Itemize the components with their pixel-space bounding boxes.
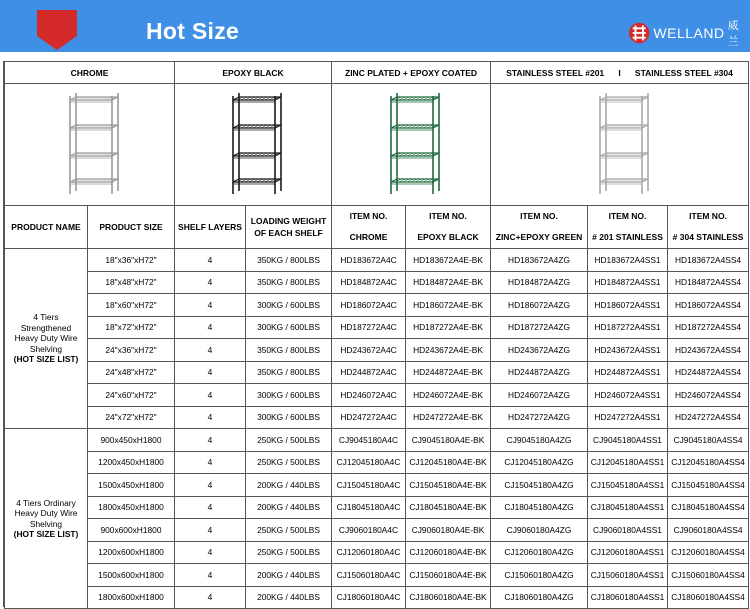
- cell-ss304: CJ9045180A4SS4: [668, 429, 749, 452]
- brand-logo: [628, 19, 750, 48]
- cell-layers: 4: [175, 249, 246, 272]
- page-title: Hot Size: [146, 18, 240, 44]
- cell-weight: 350KG / 800LBS: [246, 249, 332, 272]
- cell-size: 24"x36"xH72": [88, 339, 175, 362]
- cell-size: 18"x36"xH72": [88, 249, 175, 272]
- cell-size: 24"x72"xH72": [88, 406, 175, 429]
- cell-size: 24"x48"xH72": [88, 361, 175, 384]
- material-ss304: STAINLESS STEEL #304: [634, 67, 733, 78]
- cell-chrome: CJ12045180A4C: [332, 451, 406, 474]
- cell-size: 1200x600xH1800: [88, 541, 175, 564]
- cell-ss201: HD184872A4SS1: [588, 271, 668, 294]
- chrome-wire-shelf-icon: [40, 90, 140, 200]
- product-name: 4 Tiers Strengthened Heavy Duty Wire Shelving: [14, 312, 78, 354]
- cell-chrome: CJ15060180A4C: [332, 564, 406, 587]
- cell-chrome: HD184872A4C: [332, 271, 406, 294]
- cell-black: CJ15045180A4E-BK: [406, 474, 491, 497]
- cell-ss304: HD247272A4SS4: [668, 406, 749, 429]
- col-item-chrome: ITEM NO. CHROME: [332, 206, 406, 249]
- cell-ss201: CJ15045180A4SS1: [588, 474, 668, 497]
- cell-size: 1800x450xH1800: [88, 496, 175, 519]
- table-row: [5, 429, 749, 452]
- col-item-ss201: ITEM NO. # 201 STAINLESS: [588, 206, 668, 249]
- cell-ss304: HD183672A4SS4: [668, 249, 749, 272]
- col-product-size: PRODUCT SIZE: [88, 206, 175, 249]
- cell-ss304: CJ15060180A4SS4: [668, 564, 749, 587]
- cell-ss304: CJ12060180A4SS4: [668, 541, 749, 564]
- cell-ss304: HD184872A4SS4: [668, 271, 749, 294]
- cell-black: HD184872A4E-BK: [406, 271, 491, 294]
- table-row: [5, 271, 749, 294]
- material-header-row: [5, 62, 749, 84]
- cell-size: 18"x60"xH72": [88, 294, 175, 317]
- cell-ss304: HD243672A4SS4: [668, 339, 749, 362]
- cell-green: HD243672A4ZG: [491, 339, 588, 362]
- cell-layers: 4: [175, 316, 246, 339]
- cell-weight: 300KG / 600LBS: [246, 294, 332, 317]
- cell-green: HD246072A4ZG: [491, 384, 588, 407]
- cell-layers: 4: [175, 384, 246, 407]
- cell-weight: 200KG / 440LBS: [246, 586, 332, 609]
- product-name: 4 Tiers Ordinary Heavy Duty Wire Shelving: [14, 497, 78, 529]
- cell-black: CJ9060180A4E-BK: [406, 519, 491, 542]
- cell-black: HD183672A4E-BK: [406, 249, 491, 272]
- cell-ss304: HD186072A4SS4: [668, 294, 749, 317]
- cell-black: CJ12045180A4E-BK: [406, 451, 491, 474]
- cell-green: HD247272A4ZG: [491, 406, 588, 429]
- cell-ss201: CJ12060180A4SS1: [588, 541, 668, 564]
- table-row: [5, 451, 749, 474]
- table-row: [5, 519, 749, 542]
- cell-ss304: CJ9060180A4SS4: [668, 519, 749, 542]
- cell-ss201: CJ9060180A4SS1: [588, 519, 668, 542]
- title-banner: [0, 0, 750, 52]
- cell-layers: 4: [175, 564, 246, 587]
- material-separator: I: [618, 67, 621, 78]
- product-images-row: [5, 84, 749, 206]
- cell-chrome: HD183672A4C: [332, 249, 406, 272]
- cell-weight: 350KG / 800LBS: [246, 339, 332, 362]
- cell-layers: 4: [175, 339, 246, 362]
- hot-size-tag: (HOT SIZE LIST): [13, 354, 79, 365]
- cell-green: CJ18045180A4ZG: [491, 496, 588, 519]
- green-shelf-image: [332, 84, 491, 206]
- cell-green: HD183672A4ZG: [491, 249, 588, 272]
- cell-chrome: HD186072A4C: [332, 294, 406, 317]
- material-epoxy-black: EPOXY BLACK: [175, 62, 332, 84]
- cell-chrome: HD187272A4C: [332, 316, 406, 339]
- cell-chrome: CJ9045180A4C: [332, 429, 406, 452]
- cell-size: 1200x450xH1800: [88, 451, 175, 474]
- cell-green: HD187272A4ZG: [491, 316, 588, 339]
- cell-chrome: HD244872A4C: [332, 361, 406, 384]
- cell-size: 1500x450xH1800: [88, 474, 175, 497]
- table-row: [5, 541, 749, 564]
- cell-ss201: HD183672A4SS1: [588, 249, 668, 272]
- cell-size: 18"x72"xH72": [88, 316, 175, 339]
- cell-black: HD243672A4E-BK: [406, 339, 491, 362]
- material-ss201: STAINLESS STEEL #201: [506, 67, 605, 78]
- cell-layers: 4: [175, 519, 246, 542]
- cell-layers: 4: [175, 586, 246, 609]
- table-row: [5, 496, 749, 519]
- cell-weight: 300KG / 600LBS: [246, 384, 332, 407]
- cell-layers: 4: [175, 451, 246, 474]
- chrome-shelf-image: [5, 84, 175, 206]
- cell-chrome: CJ18060180A4C: [332, 586, 406, 609]
- brand-name-cn: 威兰: [727, 19, 740, 48]
- cell-black: HD187272A4E-BK: [406, 316, 491, 339]
- stainless-shelf-image: [491, 84, 749, 206]
- black-wire-shelf-icon: [203, 90, 303, 200]
- cell-green: CJ9060180A4ZG: [491, 519, 588, 542]
- cell-size: 24"x60"xH72": [88, 384, 175, 407]
- cell-weight: 300KG / 600LBS: [246, 316, 332, 339]
- cell-green: CJ12060180A4ZG: [491, 541, 588, 564]
- cell-black: CJ18060180A4E-BK: [406, 586, 491, 609]
- cell-ss201: HD246072A4SS1: [588, 384, 668, 407]
- green-wire-shelf-icon: [361, 90, 461, 200]
- material-stainless: [491, 62, 749, 84]
- cell-weight: 200KG / 440LBS: [246, 474, 332, 497]
- cell-ss201: HD187272A4SS1: [588, 316, 668, 339]
- cell-black: CJ9045180A4E-BK: [406, 429, 491, 452]
- cell-weight: 200KG / 440LBS: [246, 496, 332, 519]
- cell-ss304: HD246072A4SS4: [668, 384, 749, 407]
- cell-ss304: CJ18060180A4SS4: [668, 586, 749, 609]
- col-item-black: ITEM NO. EPOXY BLACK: [406, 206, 491, 249]
- cell-green: HD244872A4ZG: [491, 361, 588, 384]
- cell-chrome: CJ18045180A4C: [332, 496, 406, 519]
- cell-ss201: CJ15060180A4SS1: [588, 564, 668, 587]
- product-rows: [5, 249, 749, 609]
- col-item-ss304: ITEM NO. # 304 STAINLESS: [668, 206, 749, 249]
- column-header-row: [5, 206, 749, 249]
- table-row: [5, 564, 749, 587]
- cell-green: CJ15060180A4ZG: [491, 564, 588, 587]
- table-row: [5, 474, 749, 497]
- cell-size: 900x600xH1800: [88, 519, 175, 542]
- cell-chrome: HD243672A4C: [332, 339, 406, 362]
- cell-weight: 350KG / 800LBS: [246, 271, 332, 294]
- cell-ss304: CJ18045180A4SS4: [668, 496, 749, 519]
- cell-ss201: CJ18045180A4SS1: [588, 496, 668, 519]
- cell-green: CJ9045180A4ZG: [491, 429, 588, 452]
- table-row: [5, 406, 749, 429]
- cell-weight: 250KG / 500LBS: [246, 451, 332, 474]
- welland-logo-icon: [628, 21, 650, 45]
- cell-ss201: HD243672A4SS1: [588, 339, 668, 362]
- cell-ss304: HD244872A4SS4: [668, 361, 749, 384]
- cell-ss201: CJ18060180A4SS1: [588, 586, 668, 609]
- table-row: [5, 316, 749, 339]
- cell-chrome: CJ15045180A4C: [332, 474, 406, 497]
- table-row: [5, 249, 749, 272]
- cell-weight: 250KG / 500LBS: [246, 519, 332, 542]
- table-row: [5, 339, 749, 362]
- cell-black: CJ12060180A4E-BK: [406, 541, 491, 564]
- cell-black: HD244872A4E-BK: [406, 361, 491, 384]
- cell-layers: 4: [175, 294, 246, 317]
- red-ribbon-icon: [37, 10, 77, 50]
- cell-layers: 4: [175, 541, 246, 564]
- cell-green: CJ18060180A4ZG: [491, 586, 588, 609]
- product-name-cell: [5, 429, 88, 609]
- table-row: [5, 361, 749, 384]
- material-zinc-epoxy: ZINC PLATED + EPOXY COATED: [332, 62, 491, 84]
- cell-black: CJ15060180A4E-BK: [406, 564, 491, 587]
- cell-black: HD247272A4E-BK: [406, 406, 491, 429]
- cell-ss201: CJ12045180A4SS1: [588, 451, 668, 474]
- cell-black: CJ18045180A4E-BK: [406, 496, 491, 519]
- cell-green: HD186072A4ZG: [491, 294, 588, 317]
- stainless-wire-shelf-icon: [570, 90, 670, 200]
- brand-name: WELLAND: [653, 25, 725, 41]
- cell-green: HD184872A4ZG: [491, 271, 588, 294]
- cell-layers: 4: [175, 474, 246, 497]
- col-item-green: ITEM NO. ZINC+EPOXY GREEN: [491, 206, 588, 249]
- cell-layers: 4: [175, 271, 246, 294]
- cell-ss201: HD244872A4SS1: [588, 361, 668, 384]
- table-row: [5, 294, 749, 317]
- cell-size: 1500x600xH1800: [88, 564, 175, 587]
- table-row: [5, 586, 749, 609]
- cell-layers: 4: [175, 429, 246, 452]
- cell-ss201: HD186072A4SS1: [588, 294, 668, 317]
- cell-ss304: CJ12045180A4SS4: [668, 451, 749, 474]
- col-product-name: PRODUCT NAME: [5, 206, 88, 249]
- cell-ss304: CJ15045180A4SS4: [668, 474, 749, 497]
- cell-layers: 4: [175, 361, 246, 384]
- cell-weight: 300KG / 600LBS: [246, 406, 332, 429]
- col-shelf-layers: SHELF LAYERS: [175, 206, 246, 249]
- cell-layers: 4: [175, 406, 246, 429]
- col-loading-weight: LOADING WEIGHT OF EACH SHELF: [246, 206, 332, 249]
- cell-chrome: HD246072A4C: [332, 384, 406, 407]
- cell-ss201: HD247272A4SS1: [588, 406, 668, 429]
- cell-weight: 200KG / 440LBS: [246, 564, 332, 587]
- material-chrome: CHROME: [5, 62, 175, 84]
- cell-chrome: CJ9060180A4C: [332, 519, 406, 542]
- cell-weight: 250KG / 500LBS: [246, 429, 332, 452]
- table-row: [5, 384, 749, 407]
- cell-chrome: HD247272A4C: [332, 406, 406, 429]
- hot-size-tag: (HOT SIZE LIST): [13, 529, 79, 539]
- cell-layers: 4: [175, 496, 246, 519]
- cell-chrome: CJ12060180A4C: [332, 541, 406, 564]
- product-name-cell: [5, 249, 88, 429]
- cell-black: HD186072A4E-BK: [406, 294, 491, 317]
- black-shelf-image: [175, 84, 332, 206]
- hot-size-table: [4, 61, 749, 609]
- cell-green: CJ12045180A4ZG: [491, 451, 588, 474]
- cell-size: 1800x600xH1800: [88, 586, 175, 609]
- cell-black: HD246072A4E-BK: [406, 384, 491, 407]
- cell-weight: 250KG / 500LBS: [246, 541, 332, 564]
- cell-ss201: CJ9045180A4SS1: [588, 429, 668, 452]
- cell-ss304: HD187272A4SS4: [668, 316, 749, 339]
- cell-size: 18"x48"xH72": [88, 271, 175, 294]
- product-sheet: [3, 61, 749, 607]
- cell-size: 900x450xH1800: [88, 429, 175, 452]
- cell-green: CJ15045180A4ZG: [491, 474, 588, 497]
- cell-weight: 350KG / 800LBS: [246, 361, 332, 384]
